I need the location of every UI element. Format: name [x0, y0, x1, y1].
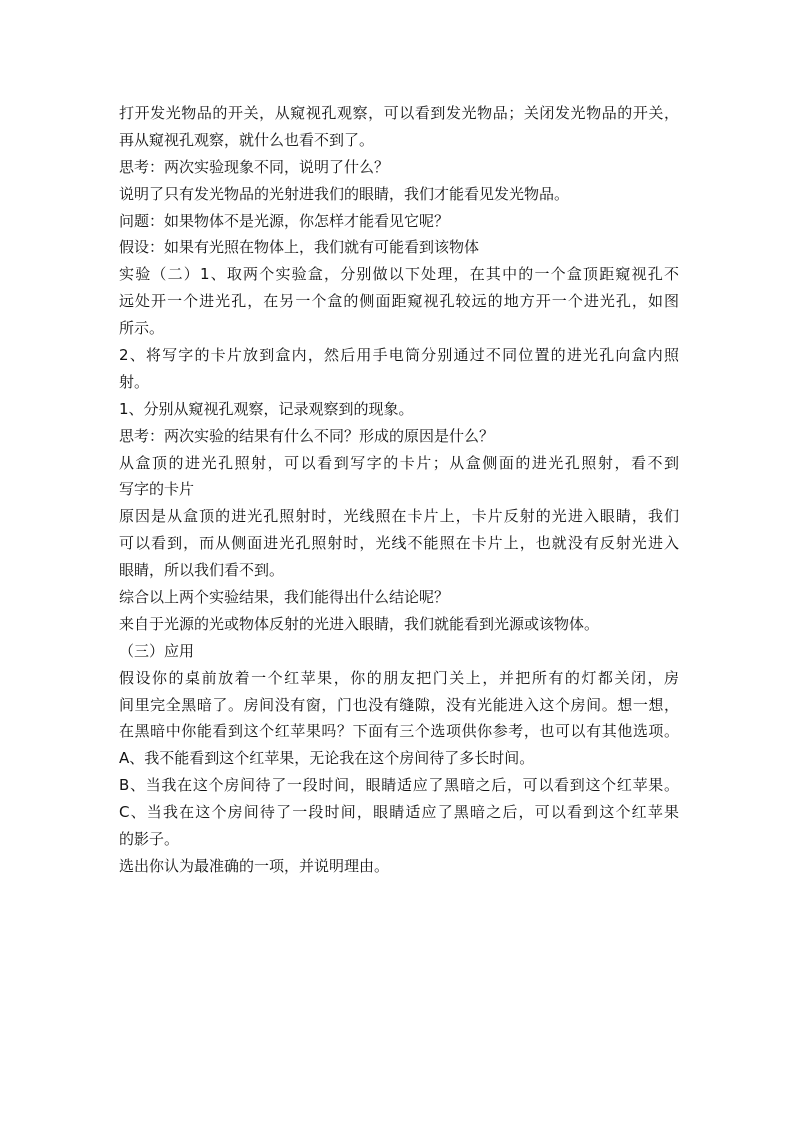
text-line: 写字的卡片	[119, 480, 195, 499]
text-line: 再从窥视孔观察，就什么也看不到了。	[119, 130, 375, 149]
text-line: B、当我在这个房间待了一段时间，眼睛适应了黑暗之后，可以看到这个红苹果。	[119, 776, 679, 795]
text-line: 间里完全黑暗了。房间没有窗，门也没有缝隙，没有光能进入这个房间。想一想，	[119, 695, 679, 714]
text-line: 可以看到，而从侧面进光孔照射时，光线不能照在卡片上，也就没有反射光进入	[119, 534, 679, 553]
text-line: 打开发光物品的开关，从窥视孔观察，可以看到发光物品；关闭发光物品的开关，	[119, 104, 679, 122]
text-line: A、我不能看到这个红苹果，无论我在这个房间待了多长时间。	[119, 749, 535, 768]
text-line: 眼睛，所以我们看不到。	[119, 561, 285, 580]
text-line: 2、将写字的卡片放到盒内，然后用手电筒分别通过不同位置的进光孔向盒内照	[119, 346, 679, 365]
document-body	[119, 100, 679, 880]
text-line: 思考：两次实验的结果有什么不同？形成的原因是什么？	[119, 426, 495, 445]
text-line: 假设你的桌前放着一个红苹果，你的朋友把门关上，并把所有的灯都关闭，房	[119, 668, 679, 687]
text-line: 1、分别从窥视孔观察，记录观察到的现象。	[119, 399, 414, 418]
text-line: （三）应用	[119, 641, 195, 660]
text-line: 远处开一个进光孔，在另一个盒的侧面距窥视孔较远的地方开一个进光孔，如图	[119, 292, 679, 311]
text-line: 所示。	[119, 319, 165, 338]
text-line: 在黑暗中你能看到这个红苹果吗？下面有三个选项供你参考，也可以有其他选项。	[119, 722, 679, 741]
text-line: 假设：如果有光照在物体上，我们就有可能看到该物体	[119, 238, 480, 257]
text-line: 思考：两次实验现象不同，说明了什么？	[119, 157, 390, 176]
text-line: 来自于光源的光或物体反射的光进入眼睛，我们就能看到光源或该物体。	[119, 614, 600, 633]
text-line: 实验（二）1、取两个实验盒，分别做以下处理，在其中的一个盒顶距窥视孔不	[119, 265, 679, 284]
text-line: 的影子。	[119, 830, 180, 849]
text-line: 综合以上两个实验结果，我们能得出什么结论呢？	[119, 588, 450, 607]
text-line: 原因是从盒顶的进光孔照射时，光线照在卡片上，卡片反射的光进入眼睛，我们	[119, 507, 679, 526]
text-line: C、当我在这个房间待了一段时间，眼睛适应了黑暗之后，可以看到这个红苹果	[119, 803, 679, 822]
text-line: 说明了只有发光物品的光射进我们的眼睛，我们才能看见发光物品。	[119, 184, 570, 203]
text-line: 射。	[119, 372, 150, 391]
text-line: 从盒顶的进光孔照射，可以看到写字的卡片；从盒侧面的进光孔照射，看不到	[119, 453, 679, 472]
text-line: 选出你认为最准确的一项，并说明理由。	[119, 856, 390, 875]
text-line: 问题：如果物体不是光源，你怎样才能看见它呢？	[119, 211, 450, 230]
